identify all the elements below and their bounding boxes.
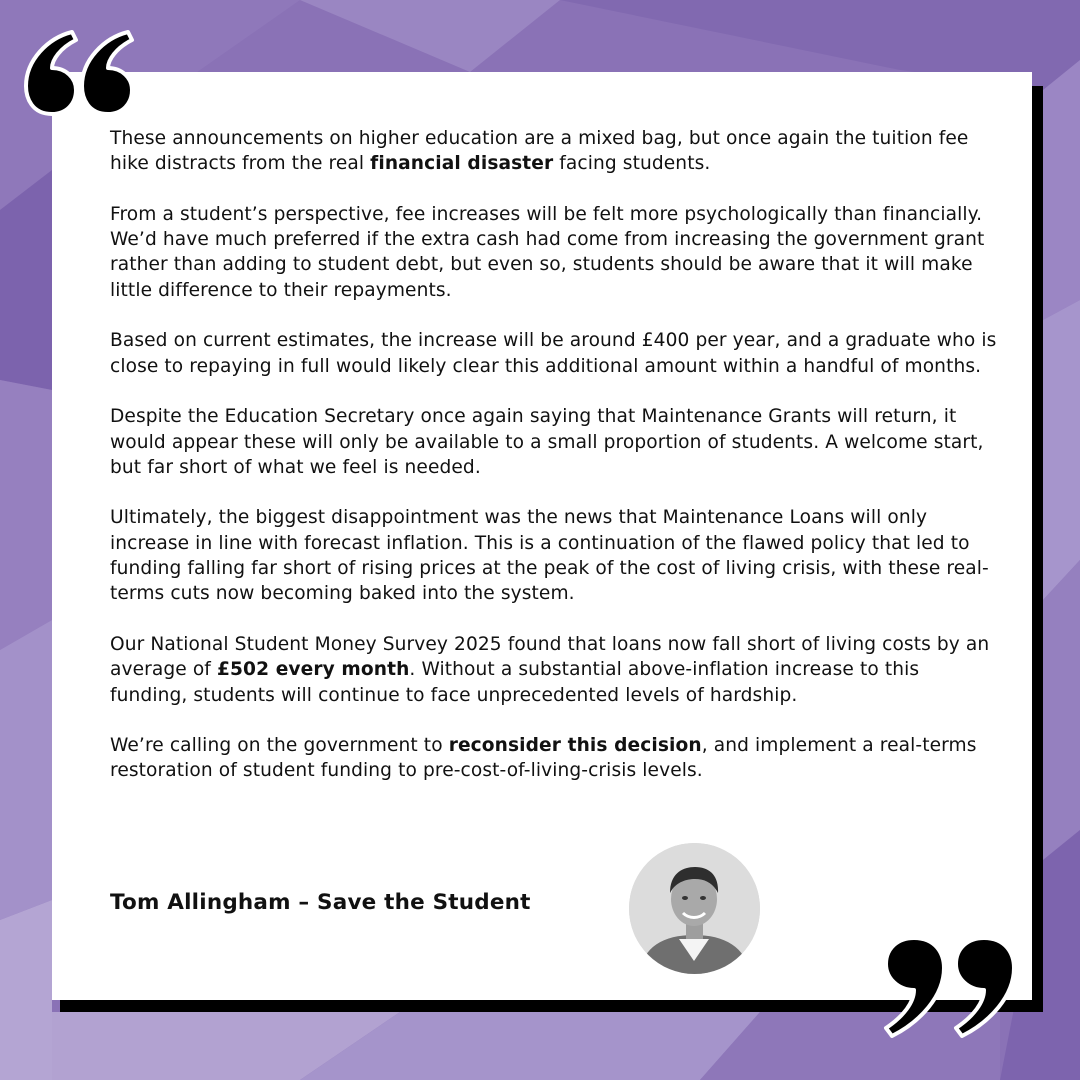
emphasis-text: £502 every month <box>216 659 410 681</box>
paragraph-text: . Without a substantial above-inflation increase to this funding, students will continue to face unprecedented levels of hardship. <box>110 659 920 706</box>
quote-paragraph <box>110 632 1000 708</box>
open-quote-icon <box>22 26 142 118</box>
emphasis-text: financial disaster <box>370 153 554 175</box>
paragraph-text: , and implement a real-terms restoration of student funding to pre-cost-of-living-crisis levels. <box>110 735 977 782</box>
quote-paragraph <box>110 733 1000 784</box>
paragraph-text: facing students. <box>553 153 711 175</box>
emphasis-text: reconsider this decision <box>448 735 702 757</box>
quote-body <box>110 126 1000 809</box>
quote-paragraph <box>110 505 1000 606</box>
quote-paragraph <box>110 328 1000 379</box>
paragraph-text: These announcements on higher education are a mixed bag, but once again the tuition fee hike distracts from the real <box>110 128 969 175</box>
paragraph-text: From a student’s perspective, fee increases will be felt more psychologically than financially. We’d have much preferred if the extra cash had come from increasing the government grant rather than adding to student debt, but even so, students should be aware that it will make little difference to their repayments. <box>110 203 985 301</box>
paragraph-text: We’re calling on the government to <box>110 735 449 757</box>
paragraph-text: Our National Student Money Survey 2025 found that loans now fall short of living costs by an average of <box>110 633 990 681</box>
paragraph-text: Based on current estimates, the increase will be around £400 per year, and a graduate who is close to repaying in full would likely clear this additional amount within a handful of months. <box>110 330 997 377</box>
paragraph-text: Despite the Education Secretary once again saying that Maintenance Grants will return, it would appear these will only be available to a small proportion of students. A welcome start, but far short of what we feel is needed. <box>110 406 984 478</box>
avatar-photo <box>629 843 760 974</box>
paragraph-text: Ultimately, the biggest disappointment was the news that Maintenance Loans will only increase in line with forecast inflation. This is a continuation of the flawed policy that led to funding falling far short of rising prices at the peak of the cost of living crisis, with these real-terms cuts now becoming baked into the system. <box>110 507 989 605</box>
quote-paragraph <box>110 404 1000 480</box>
quote-paragraph <box>110 126 1000 177</box>
close-quote-icon <box>880 932 1020 1042</box>
attribution: Tom Allingham – Save the Student <box>110 890 531 915</box>
quote-paragraph <box>110 202 1000 303</box>
